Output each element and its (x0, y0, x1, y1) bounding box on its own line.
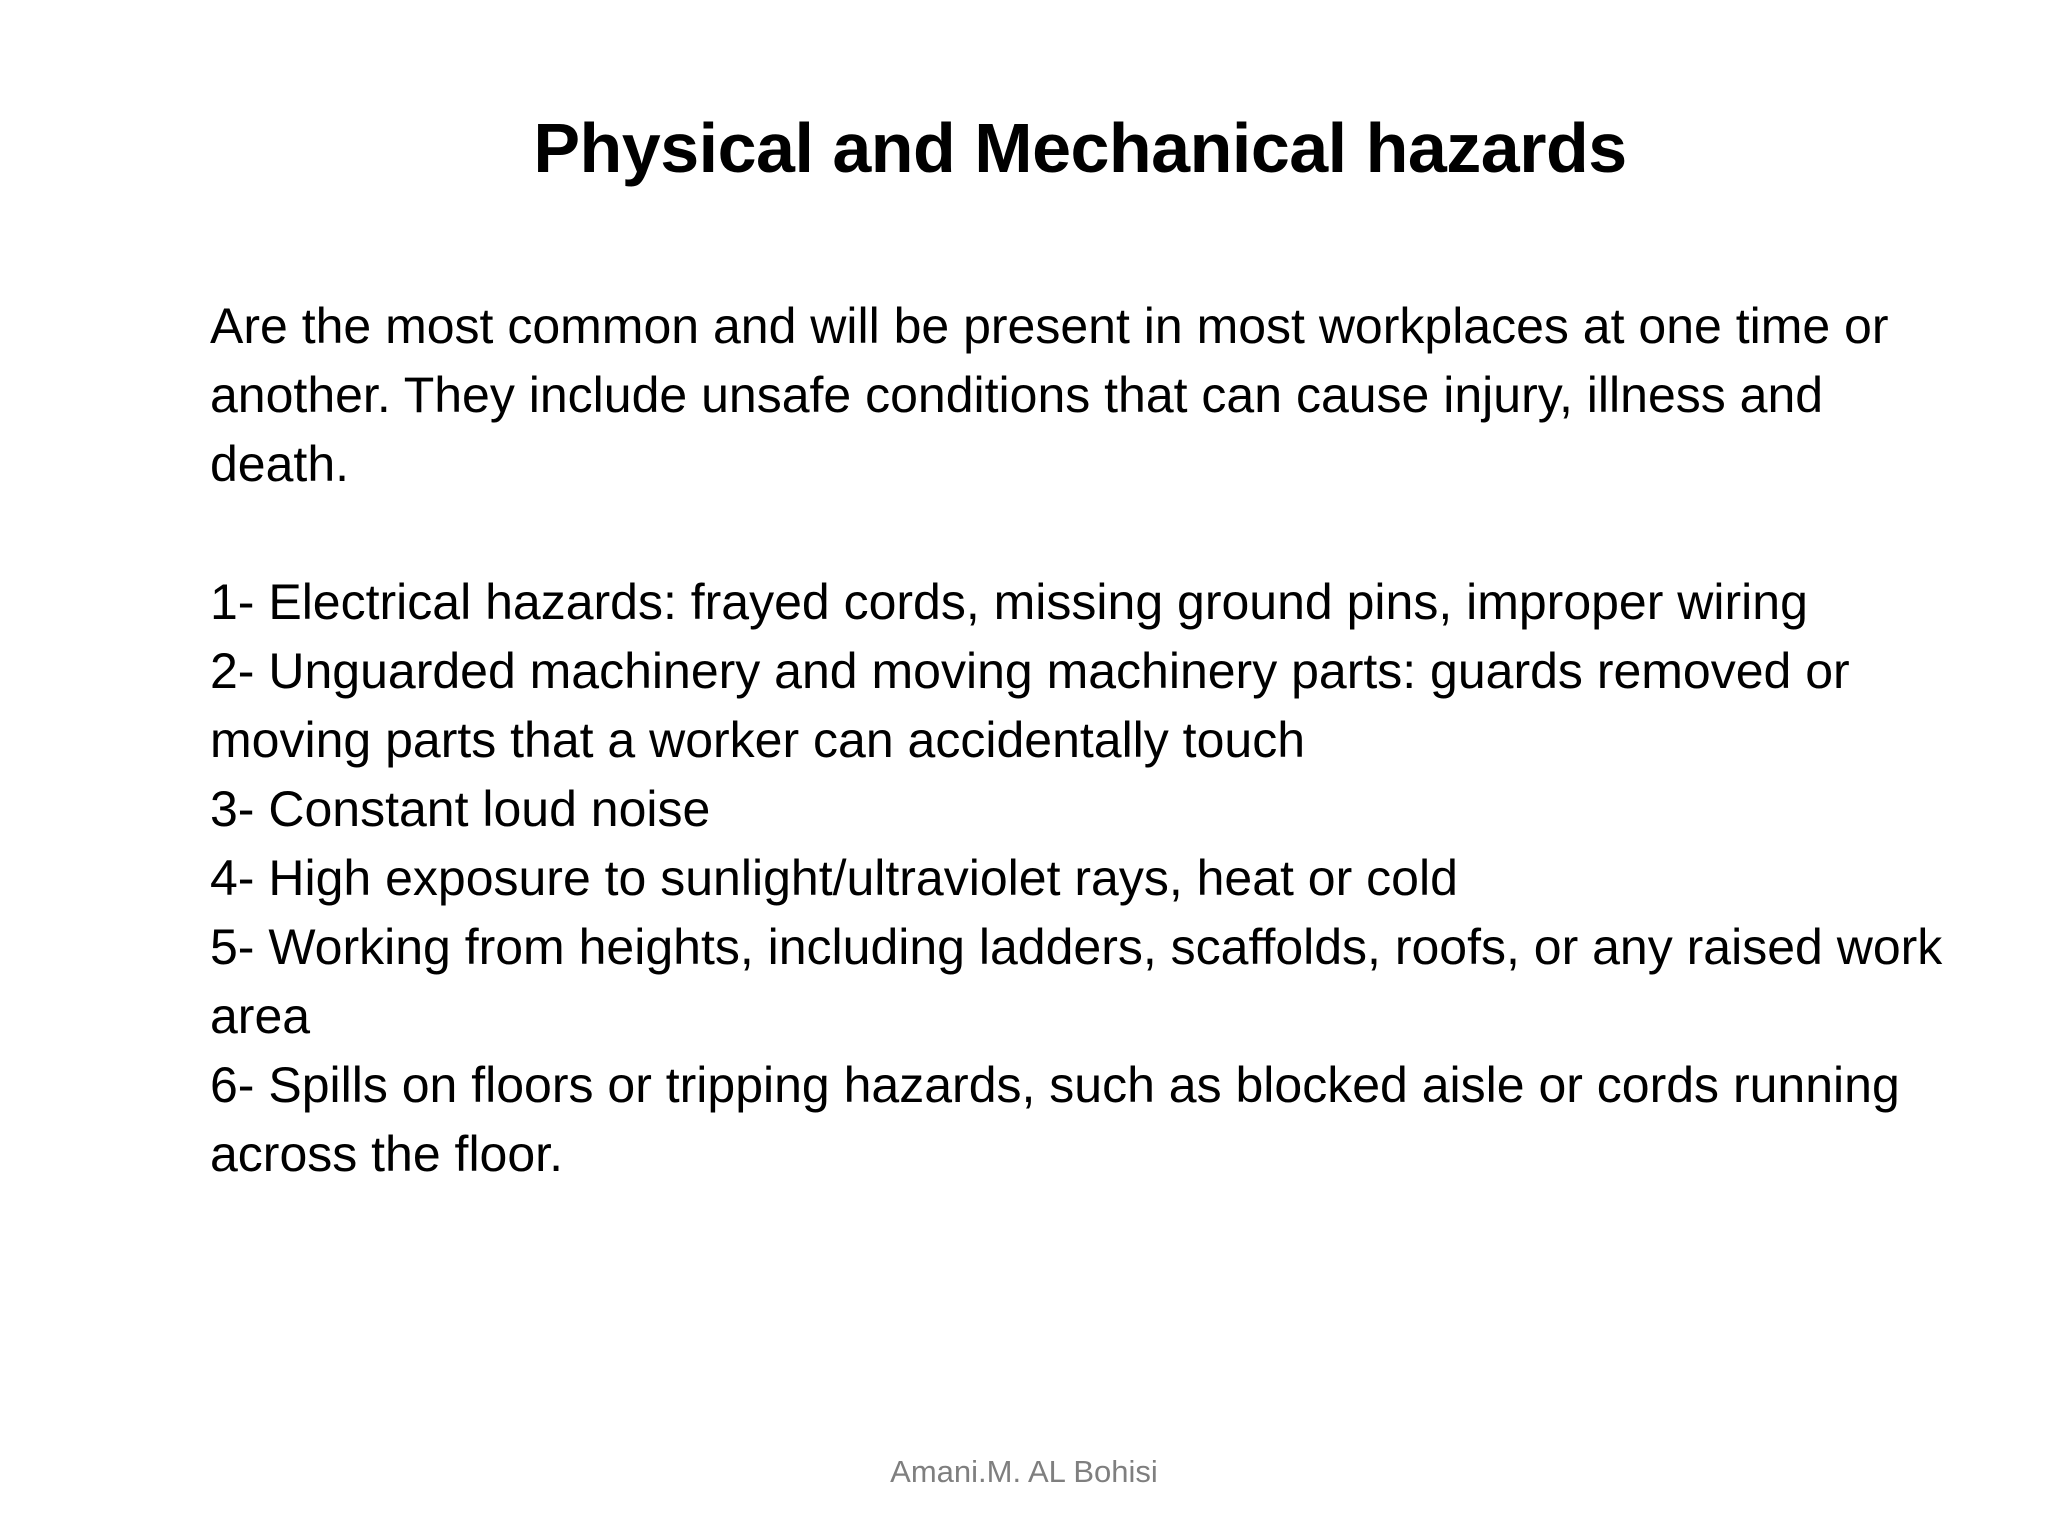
slide-body (210, 292, 1950, 1189)
hazard-item-4: 4- High exposure to sunlight/ultraviolet rays, heat or cold (210, 850, 1458, 906)
author-footer: Amani.M. AL Bohisi (890, 1454, 1158, 1489)
hazard-item-5: 5- Working from heights, including ladders, scaffolds, roofs, or any raised work area (210, 919, 1943, 1044)
intro-paragraph: Are the most common and will be present in most workplaces at one time or another. They include unsafe conditions that can cause injury, illness and death. (210, 298, 1889, 492)
hazard-item-3: 3- Constant loud noise (210, 781, 711, 837)
slide-title: Physical and Mechanical hazards (533, 109, 1627, 187)
hazard-list (210, 568, 1950, 1189)
paragraph-spacer (210, 499, 1950, 568)
hazard-item-6: 6- Spills on floors or tripping hazards, such as blocked aisle or cords running across the floor. (210, 1057, 1900, 1182)
hazard-item-1: 1- Electrical hazards: frayed cords, missing ground pins, improper wiring (210, 574, 1808, 630)
hazard-item-2: 2- Unguarded machinery and moving machinery parts: guards removed or moving parts that a worker can accidentally touch (210, 643, 1850, 768)
